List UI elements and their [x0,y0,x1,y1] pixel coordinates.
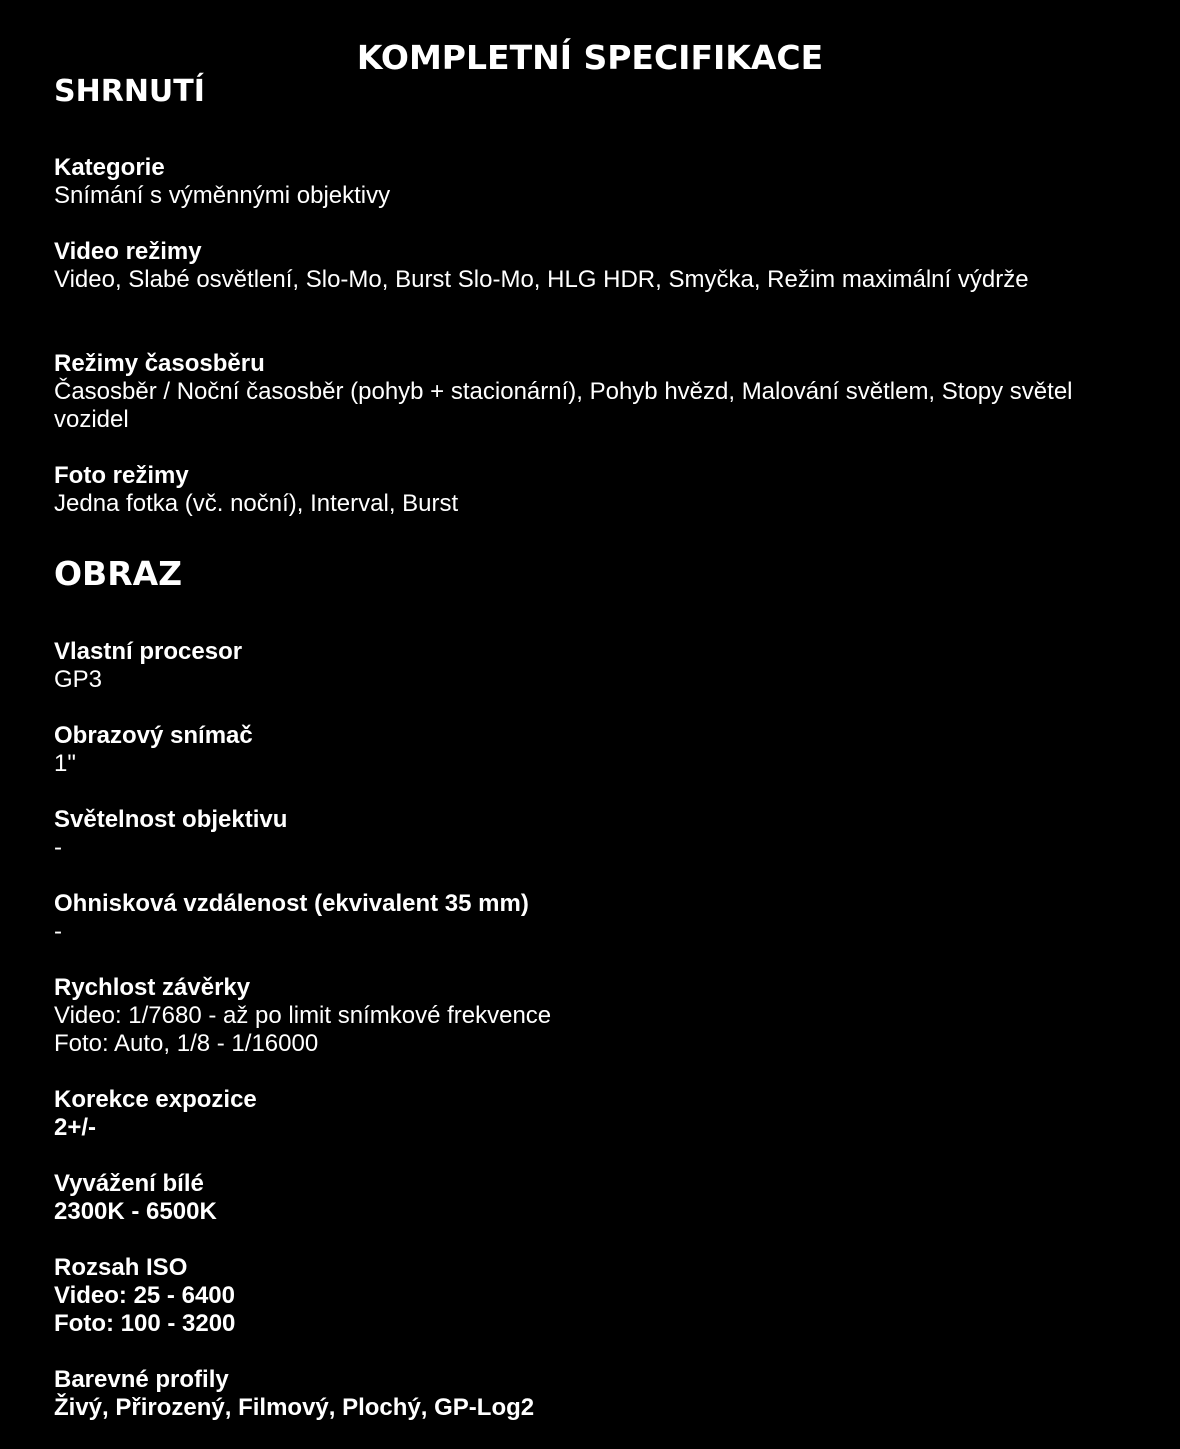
spec-color-profiles [54,1366,1114,1422]
spec-label: Video režimy [54,238,202,265]
spec-timelapse-modes [54,350,1114,434]
spec-value: - [54,918,62,945]
spec-label: Kategorie [54,154,165,181]
spec-label: Barevné profily [54,1366,229,1393]
spec-processor [54,638,1114,694]
spec-exposure-compensation [54,1086,1114,1142]
spec-label: Foto režimy [54,462,189,489]
spec-value: Časosběr / Noční časosběr (pohyb + stacionární), Pohyb hvězd, Malování světlem, Stopy světel vozidel [54,378,1073,433]
spec-label: Obrazový snímač [54,722,253,749]
section-heading-summary: SHRNUTÍ [54,74,205,109]
section-heading-image: OBRAZ [54,554,183,593]
spec-value: Jedna fotka (vč. noční), Interval, Burst [54,490,459,517]
spec-label: Rychlost závěrky [54,974,251,1001]
spec-value: Video, Slabé osvětlení, Slo-Mo, Burst Slo-Mo, HLG HDR, Smyčka, Režim maximální výdrže [54,266,1029,293]
spec-label: Ohnisková vzdálenost (ekvivalent 35 mm) [54,890,529,917]
spec-iso-range [54,1254,1114,1338]
spec-shutter-speed [54,974,1114,1058]
spec-aperture [54,806,1114,862]
page-title: KOMPLETNÍ SPECIFIKACE [356,38,824,77]
spec-label: Korekce expozice [54,1086,257,1113]
spec-value: - [54,834,62,861]
spec-label: Vlastní procesor [54,638,243,665]
spec-photo-modes [54,462,1114,518]
spec-value: Živý, Přirozený, Filmový, Plochý, GP-Log2 [54,1394,535,1421]
spec-value: Video: 1/7680 - až po limit snímkové frekvence Foto: Auto, 1/8 - 1/16000 [54,1002,552,1057]
spec-label: Rozsah ISO [54,1254,188,1281]
spec-sensor [54,722,1114,778]
spec-value: Snímání s výměnnými objektivy [54,182,391,209]
spec-white-balance [54,1170,1114,1226]
spec-label: Světelnost objektivu [54,806,288,833]
spec-value: 2300K - 6500K [54,1198,217,1225]
spec-value: 2+/- [54,1114,97,1141]
spec-video-modes [54,238,1114,294]
spec-value: Video: 25 - 6400 Foto: 100 - 3200 [54,1282,236,1337]
spec-value: 1" [54,750,76,777]
spec-label: Režimy časosběru [54,350,265,377]
spec-focal-length [54,890,1114,946]
spec-label: Vyvážení bílé [54,1170,204,1197]
spec-category [54,154,1114,210]
spec-value: GP3 [54,666,103,693]
